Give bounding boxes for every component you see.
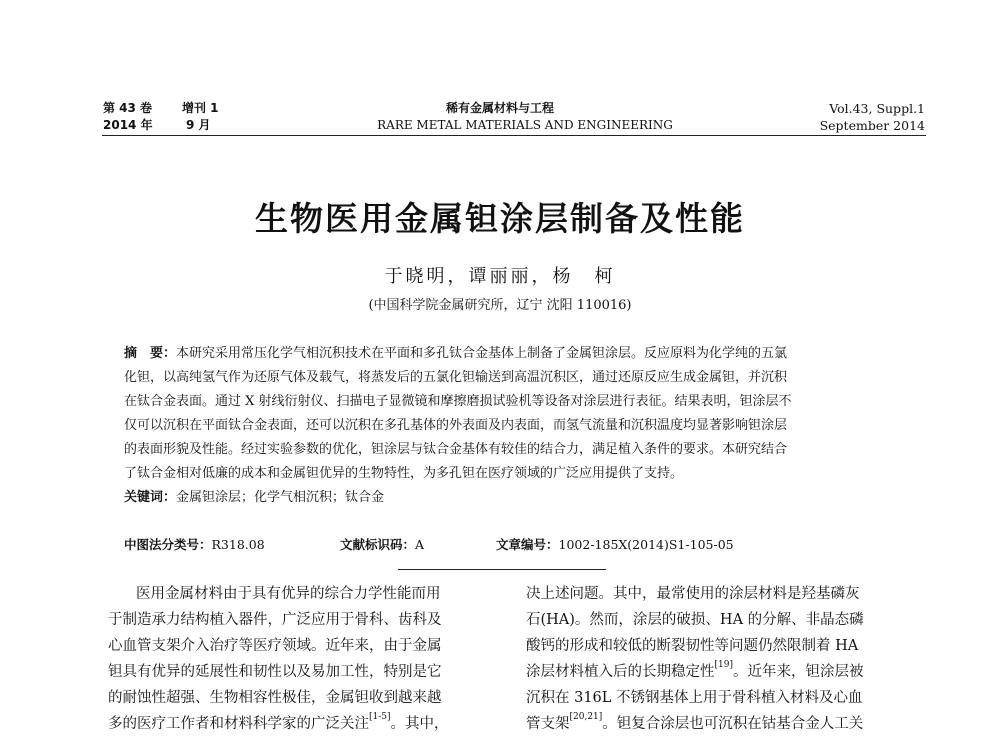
volume-en: Vol.43, Suppl.1 — [829, 101, 925, 116]
body-line: 的耐蚀性超强、生物相容性极佳，金属钽收到越来越 — [108, 690, 442, 706]
header-rule — [102, 135, 926, 136]
abstract-line: 仅可以沉积在平面钛合金表面，还可以沉积在多孔基体的外表面及内表面，而氢气流量和沉积温度均显著影响钽涂层 — [124, 418, 788, 433]
abstract-label: 摘 要： — [124, 346, 177, 361]
body-line: 涂层材料植入后的长期稳定性[19]。近年来，钽涂层被 — [526, 660, 864, 680]
abstract-block — [124, 342, 894, 510]
volume-number: 第 43 卷 — [103, 101, 153, 115]
citation: [19] — [714, 660, 733, 670]
keywords: 金属钽涂层；化学气相沉积；钛合金 — [176, 490, 385, 505]
journal-title-en: RARE METAL MATERIALS AND ENGINEERING — [377, 118, 673, 132]
article-number: 文章编号：1002-185X(2014)S1-105-05 — [496, 537, 734, 552]
body-column-right — [526, 581, 898, 737]
publication-month: 9 月 — [186, 118, 211, 132]
body-line: 沉积在 316L 不锈钢基体上用于骨科植入材料及心血 — [526, 690, 863, 706]
paper-title: 生物医用金属钽涂层制备及性能 — [255, 199, 745, 238]
body-line: 酸钙的形成和较低的断裂韧性等问题仍然限制着 HA — [526, 638, 859, 654]
section-separator — [398, 569, 606, 570]
abstract-line: 的表面形貌及性能。经过实验参数的优化，钽涂层与钛合金基体有较佳的结合力，满足植入条件的要求。本研究结合 — [124, 442, 788, 457]
keywords-line — [124, 486, 894, 510]
body-line: 多的医疗工作者和材料科学家的广泛关注[1-5]。其中， — [108, 712, 449, 732]
date-en: September 2014 — [819, 118, 925, 133]
issue-supplement: 增刊 1 — [182, 101, 219, 115]
body-line: 医用金属材料由于具有优异的综合力学性能而用 — [136, 586, 441, 602]
body-line: 钽具有优异的延展性和韧性以及易加工性，特别是它 — [108, 664, 442, 680]
author-list: 于晓明，谭丽丽，杨 柯 — [384, 266, 616, 287]
citation: [1-5] — [369, 712, 391, 722]
body-line: 管支架[20,21]。钽复合涂层也可沉积在钴基合金人工关 — [526, 712, 864, 732]
document-code: 文献标识码：A — [340, 537, 425, 552]
body-line: 石(HA)。然而，涂层的破损、HA 的分解、非晶态磷 — [526, 612, 864, 628]
keywords-label: 关键词： — [124, 490, 177, 505]
body-line: 决上述问题。其中，最常使用的涂层材料是羟基磷灰 — [526, 586, 860, 602]
affiliation: (中国科学院金属研究所，辽宁 沈阳 110016) — [368, 298, 632, 313]
journal-title-cn: 稀有金属材料与工程 — [445, 101, 554, 115]
body-line: 于制造承力结构植入器件，广泛应用于骨科、齿科及 — [108, 612, 442, 628]
abstract-line: 了钛合金相对低廉的成本和金属钽优异的生物特性，为多孔钽在医疗领域的广泛应用提供了支持。 — [124, 466, 684, 481]
abstract-line: 在钛合金表面。通过 X 射线衍射仪、扫描电子显微镜和摩擦磨损试验机等设备对涂层进行表征。结果表明，钽涂层不 — [124, 394, 792, 409]
body-line: 心血管支架介入治疗等医疗领域。近年来，由于金属 — [108, 638, 442, 654]
publication-year: 2014 年 — [103, 118, 153, 132]
body-column-left — [108, 581, 480, 737]
clc-number: 中图法分类号：R318.08 — [124, 537, 265, 552]
abstract-line: 摘 要：本研究采用常压化学气相沉积技术在平面和多孔钛合金基体上制备了金属钽涂层。反应原料为化学纯的五氯 — [124, 346, 788, 361]
abstract-line: 化钽，以高纯氢气作为还原气体及载气，将蒸发后的五氯化钽输送到高温沉积区，通过还原反应生成金属钽，并沉积 — [124, 370, 788, 385]
citation: [20,21] — [569, 712, 603, 722]
